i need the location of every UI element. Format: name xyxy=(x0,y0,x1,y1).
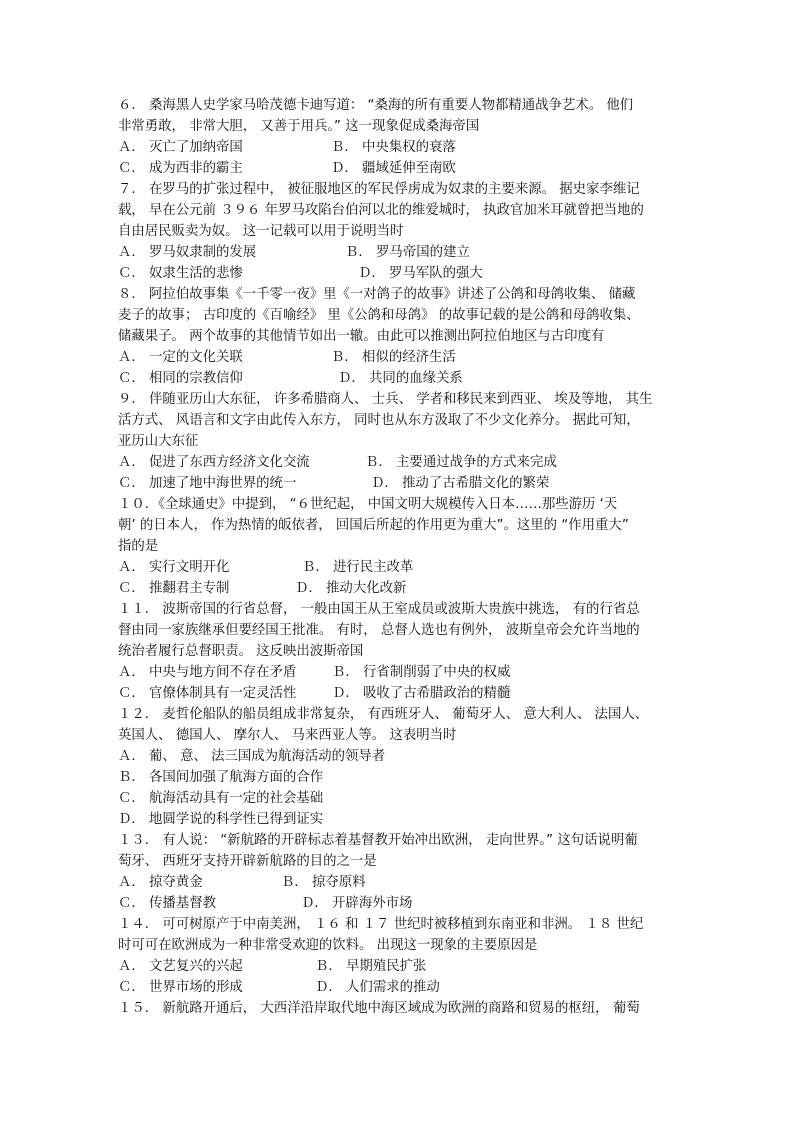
question-8-stem-line-2: 麦子的故事； 古印度的《百喻经》 里《公鸽和母鸽》 的故事记载的是公鸽和母鸽收集、 xyxy=(118,308,640,323)
question-11-option-a: Ａ． 中央与地方间不存在矛盾 xyxy=(118,665,297,680)
question-13-option-a: Ａ． 掠夺黄金 xyxy=(118,875,203,890)
question-6-option-d: Ｄ． 疆域延伸至南欧 xyxy=(331,161,456,176)
question-10-stem-line-2: 朝’ 的日本人， 作为热情的皈依者， 回国后所起的作用更为重大”。这里的 “作用重大” xyxy=(118,518,629,533)
question-9-option-c: Ｃ． 加速了地中海世界的统一 xyxy=(118,476,297,491)
question-7-option-b: Ｂ． 罗马帝国的建立 xyxy=(345,245,470,260)
question-14-option-b: Ｂ． 早期殖民扩张 xyxy=(315,959,427,974)
question-13-stem-line-2: 萄牙、 西班牙支持开辟新航路的目的之一是 xyxy=(118,854,377,869)
question-8-option-d: Ｄ． 共同的血缘关系 xyxy=(338,371,463,386)
question-6-option-a: Ａ． 灭亡了加纳帝国 xyxy=(118,140,243,155)
question-11-stem-line-3: 统治者履行总督职责。 这反映出波斯帝国 xyxy=(118,644,364,659)
question-9-stem-line-1: ９． 伴随亚历山大东征， 许多希腊商人、 士兵、 学者和移民来到西亚、 埃及等地， 其生 xyxy=(118,392,653,407)
question-7-option-d: Ｄ． 罗马军队的强大 xyxy=(358,266,483,281)
question-12-stem-line-1: １２． 麦哲伦船队的船员组成非常复杂， 有西班牙人、 葡萄牙人、 意大利人、 法国人、 xyxy=(118,707,649,722)
question-11-option-d: Ｄ． 吸收了古希腊政治的精髓 xyxy=(332,686,511,701)
question-10-option-c: Ｃ． 推翻君主专制 xyxy=(118,581,230,596)
question-8-option-b: Ｂ． 相似的经济生活 xyxy=(331,350,456,365)
question-14-option-a: Ａ． 文艺复兴的兴起 xyxy=(118,959,243,974)
question-9-option-a: Ａ． 促进了东西方经济文化交流 xyxy=(118,455,310,470)
question-12-option-c: Ｃ． 航海活动具有一定的社会基础 xyxy=(118,791,324,806)
question-6-stem-line-1: ６． 桑海黑人史学家马哈茂德卡迪写道： “桑海的所有重要人物都精通战争艺术。 他们 xyxy=(118,98,634,113)
question-7-option-a: Ａ． 罗马奴隶制的发展 xyxy=(118,245,257,260)
question-6-option-c: Ｃ． 成为西非的霸主 xyxy=(118,161,243,176)
question-9-option-b: Ｂ． 主要通过战争的方式来完成 xyxy=(365,455,557,470)
question-13-stem-line-1: １３． 有人说： “新航路的开辟标志着基督教开始冲出欧洲， 走向世界。” 这句话说明葡 xyxy=(118,833,638,848)
question-9-stem-line-3: 亚历山大东征 xyxy=(118,434,199,449)
question-15-stem-line-1: １５． 新航路开通后， 大西洋沿岸取代地中海区域成为欧洲的商路和贸易的枢纽， 葡萄 xyxy=(118,1001,640,1016)
question-8-option-c: Ｃ． 相同的宗教信仰 xyxy=(118,371,243,386)
question-14-stem-line-1: １４． 可可树原产于中南美洲， １６ 和 １７ 世纪时被移植到东南亚和非洲。 １８ 世纪 xyxy=(118,917,644,932)
question-7-stem-line-3: 自由居民贩卖为奴。 这一记载可以用于说明当时 xyxy=(118,224,404,239)
question-7-stem-line-1: ７． 在罗马的扩张过程中， 被征服地区的军民俘虏成为奴隶的主要来源。 据史家李维记 xyxy=(118,182,640,197)
question-11-option-c: Ｃ． 官僚体制具有一定灵活性 xyxy=(118,686,297,701)
question-10-stem-line-1: １０．《全球通史》中提到， “６世纪起， 中国文明大规模传入日本……那些游历 ‘天 xyxy=(118,497,618,512)
question-11-stem-line-2: 督由同一家族继承但要经国王批准。 有时， 总督人选也有例外， 波斯皇帝会允许当地的 xyxy=(118,623,640,638)
question-10-stem-line-3: 指的是 xyxy=(118,539,159,554)
question-12-option-b: Ｂ． 各国间加强了航海方面的合作 xyxy=(118,770,324,785)
question-10-option-b: Ｂ． 进行民主改革 xyxy=(302,560,414,575)
question-14-stem-line-2: 时可可在欧洲成为一种非常受欢迎的饮料。 出现这一现象的主要原因是 xyxy=(118,938,538,953)
question-9-stem-line-2: 活方式、 风语言和文字由此传入东方， 同时也从东方汲取了不少文化养分。 据此可知， xyxy=(118,413,640,428)
question-11-stem-line-1: １１． 波斯帝国的行省总督， 一般由国王从王室成员或波斯大贵族中挑选， 有的行省总 xyxy=(118,602,640,617)
question-10-option-a: Ａ． 实行文明开化 xyxy=(118,560,230,575)
question-12-option-a: Ａ． 葡、 意、 法三国成为航海活动的领导者 xyxy=(118,749,386,764)
question-8-option-a: Ａ． 一定的文化关联 xyxy=(118,350,243,365)
question-11-option-b: Ｂ． 行省制削弱了中央的权威 xyxy=(332,665,511,680)
question-8-stem-line-3: 储藏果子。 两个故事的其他情节如出一辙。由此可以推测出阿拉伯地区与古印度有 xyxy=(118,329,605,344)
question-14-option-d: Ｄ． 人们需求的推动 xyxy=(315,980,440,995)
question-9-option-d: Ｄ． 推动了古希腊文化的繁荣 xyxy=(371,476,550,491)
question-12-stem-line-2: 英国人、 德国人、 摩尔人、 马来西亚人等。 这表明当时 xyxy=(118,728,457,743)
question-13-option-b: Ｂ． 掠夺原料 xyxy=(281,875,366,890)
question-6-option-b: Ｂ． 中央集权的衰落 xyxy=(331,140,456,155)
question-13-option-d: Ｄ． 开辟海外市场 xyxy=(301,896,413,911)
question-8-stem-line-1: ８． 阿拉伯故事集《一千零一夜》里《一对鸽子的故事》讲述了公鸽和母鸽收集、 储藏 xyxy=(118,287,636,302)
question-10-option-d: Ｄ． 推动大化改新 xyxy=(295,581,407,596)
question-13-option-c: Ｃ． 传播基督教 xyxy=(118,896,216,911)
question-14-option-c: Ｃ． 世界市场的形成 xyxy=(118,980,243,995)
question-7-stem-line-2: 载， 早在公元前 ３９６ 年罗马攻陷台伯河以北的维爱城时， 执政官加米耳就曾把当地的 xyxy=(118,203,644,218)
question-6-stem-line-2: 非常勇敢， 非常大胆， 又善于用兵。” 这一现象促成桑海帝国 xyxy=(118,119,480,134)
question-12-option-d: Ｄ． 地圆学说的科学性已得到证实 xyxy=(118,812,324,827)
question-7-option-c: Ｃ． 奴隶生活的悲惨 xyxy=(118,266,243,281)
